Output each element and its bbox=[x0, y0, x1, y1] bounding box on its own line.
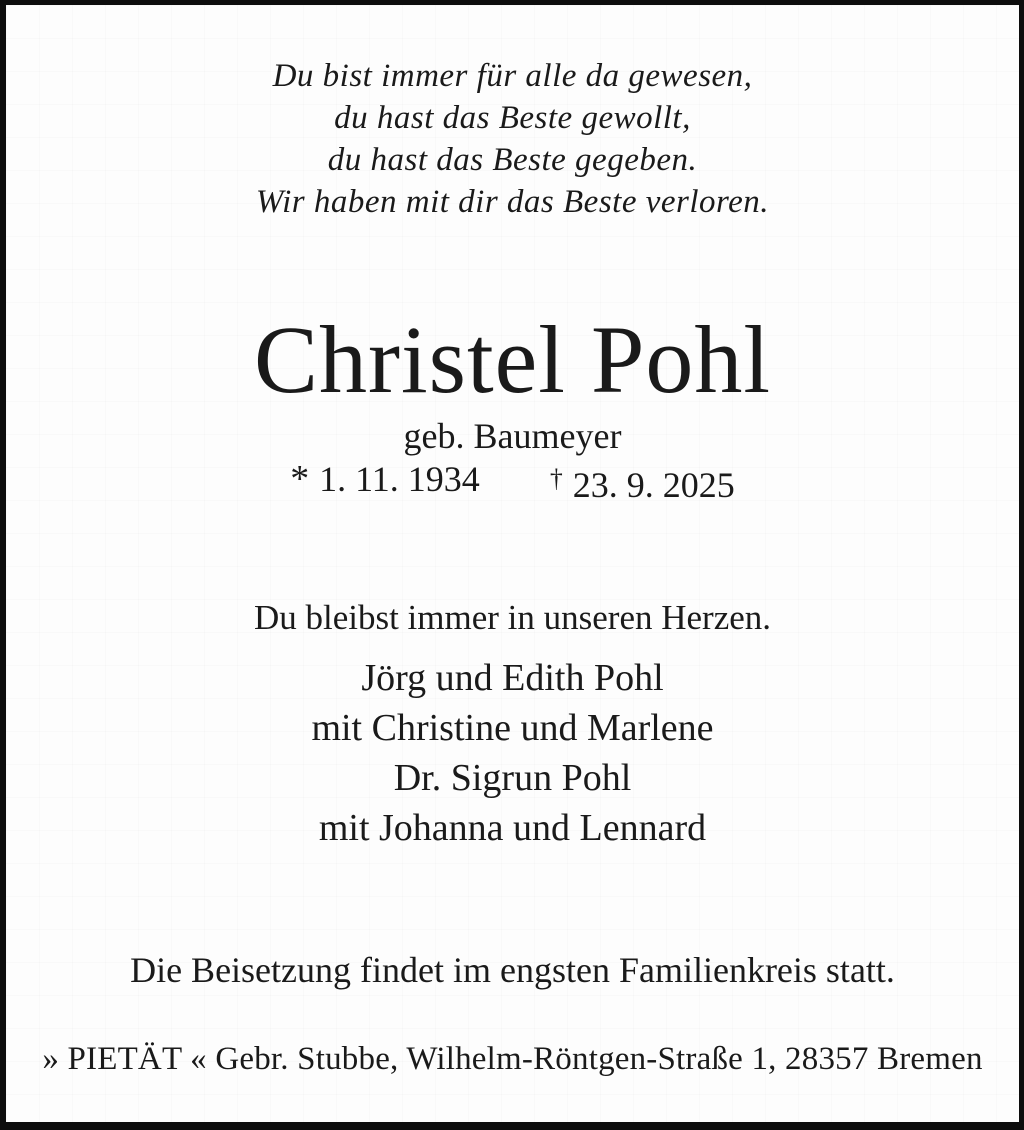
poem-line: du hast das Beste gegeben. bbox=[327, 142, 698, 178]
death-date: 23. 9. 2025 bbox=[572, 464, 735, 505]
birth-star-symbol: * bbox=[290, 458, 310, 500]
poem-line: Wir haben mit dir das Beste verloren. bbox=[255, 184, 770, 220]
maiden-name: geb. Baumeyer bbox=[403, 416, 622, 456]
deceased-name: Christel Pohl bbox=[253, 306, 772, 413]
birth-date: 1. 11. 1934 bbox=[319, 459, 480, 499]
poem bbox=[6, 55, 1019, 223]
death-dagger-symbol: † bbox=[549, 464, 563, 493]
poem-line: Du bist immer für alle da gewesen, bbox=[272, 58, 753, 94]
death-date-group bbox=[550, 457, 735, 507]
mourners-list bbox=[6, 653, 1019, 853]
mourner-line: mit Johanna und Lennard bbox=[318, 807, 707, 849]
mourner-line: Jörg und Edith Pohl bbox=[361, 657, 664, 699]
poem-line: du hast das Beste gewollt, bbox=[334, 100, 691, 136]
remembrance-line: Du bleibst immer in unseren Herzen. bbox=[253, 598, 772, 637]
funeral-note: Die Beisetzung findet im engsten Familienkreis statt. bbox=[130, 950, 895, 990]
mourner-line: Dr. Sigrun Pohl bbox=[393, 757, 632, 799]
funeral-home-line: » PIETÄT « Gebr. Stubbe, Wilhelm-Röntgen-Straße 1, 28357 Bremen bbox=[42, 1041, 983, 1077]
birth-date-group bbox=[290, 457, 480, 507]
life-dates bbox=[6, 457, 1019, 507]
mourner-line: mit Christine und Marlene bbox=[311, 707, 714, 749]
